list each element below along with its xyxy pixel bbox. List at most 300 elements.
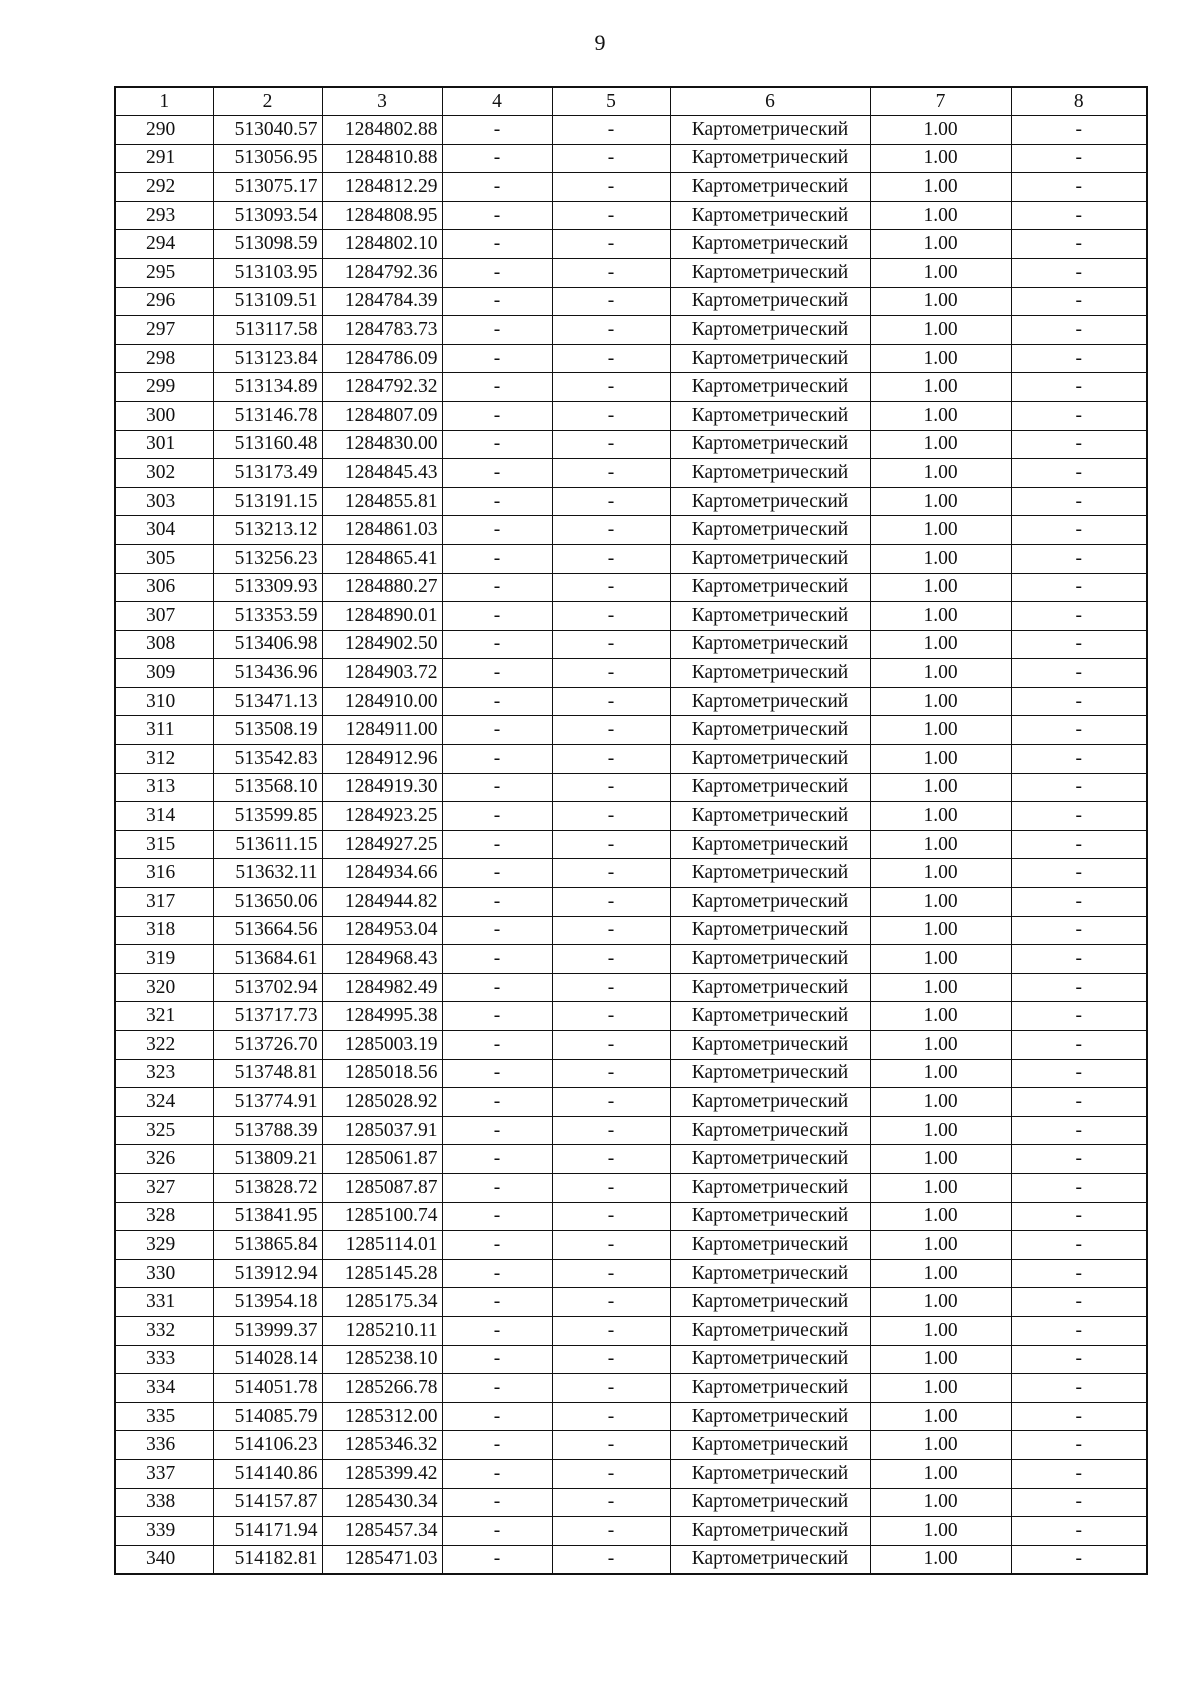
x-coordinate-cell: 513954.18 xyxy=(213,1288,322,1317)
column-8-value-cell: - xyxy=(1011,1402,1147,1431)
method-cell: Картометрический xyxy=(670,1288,870,1317)
table-row xyxy=(115,116,1147,145)
y-coordinate-cell: 1285037.91 xyxy=(322,1116,442,1145)
column-4-value-cell: - xyxy=(442,945,552,974)
column-4-value-cell: - xyxy=(442,659,552,688)
y-coordinate-cell: 1284923.25 xyxy=(322,802,442,831)
column-5-value-cell: - xyxy=(552,973,670,1002)
accuracy-cell: 1.00 xyxy=(870,1031,1011,1060)
accuracy-cell: 1.00 xyxy=(870,1316,1011,1345)
column-5-value-cell: - xyxy=(552,1173,670,1202)
accuracy-cell: 1.00 xyxy=(870,544,1011,573)
column-8-value-cell: - xyxy=(1011,544,1147,573)
table-row xyxy=(115,1345,1147,1374)
point-number-cell: 310 xyxy=(115,687,213,716)
x-coordinate-cell: 514140.86 xyxy=(213,1459,322,1488)
x-coordinate-cell: 513309.93 xyxy=(213,573,322,602)
point-number-cell: 329 xyxy=(115,1231,213,1260)
method-cell: Картометрический xyxy=(670,173,870,202)
table-row xyxy=(115,1517,1147,1546)
accuracy-cell: 1.00 xyxy=(870,1145,1011,1174)
column-4-value-cell: - xyxy=(442,401,552,430)
column-5-value-cell: - xyxy=(552,1345,670,1374)
y-coordinate-cell: 1284865.41 xyxy=(322,544,442,573)
method-cell: Картометрический xyxy=(670,258,870,287)
column-5-value-cell: - xyxy=(552,1374,670,1403)
column-4-value-cell: - xyxy=(442,1288,552,1317)
column-5-value-cell: - xyxy=(552,687,670,716)
point-number-cell: 308 xyxy=(115,630,213,659)
y-coordinate-cell: 1285003.19 xyxy=(322,1031,442,1060)
y-coordinate-cell: 1284982.49 xyxy=(322,973,442,1002)
accuracy-cell: 1.00 xyxy=(870,1402,1011,1431)
x-coordinate-cell: 513568.10 xyxy=(213,773,322,802)
column-8-value-cell: - xyxy=(1011,487,1147,516)
accuracy-cell: 1.00 xyxy=(870,1202,1011,1231)
column-8-value-cell: - xyxy=(1011,201,1147,230)
x-coordinate-cell: 513146.78 xyxy=(213,401,322,430)
x-coordinate-cell: 513611.15 xyxy=(213,830,322,859)
x-coordinate-cell: 514182.81 xyxy=(213,1545,322,1574)
accuracy-cell: 1.00 xyxy=(870,745,1011,774)
x-coordinate-cell: 513075.17 xyxy=(213,173,322,202)
column-8-value-cell: - xyxy=(1011,659,1147,688)
point-number-cell: 338 xyxy=(115,1488,213,1517)
accuracy-cell: 1.00 xyxy=(870,401,1011,430)
table-row xyxy=(115,173,1147,202)
accuracy-cell: 1.00 xyxy=(870,945,1011,974)
y-coordinate-cell: 1284934.66 xyxy=(322,859,442,888)
table-row xyxy=(115,602,1147,631)
column-8-value-cell: - xyxy=(1011,1059,1147,1088)
column-5-value-cell: - xyxy=(552,573,670,602)
column-8-value-cell: - xyxy=(1011,602,1147,631)
y-coordinate-cell: 1284845.43 xyxy=(322,459,442,488)
point-number-cell: 318 xyxy=(115,916,213,945)
y-coordinate-cell: 1285210.11 xyxy=(322,1316,442,1345)
method-cell: Картометрический xyxy=(670,1488,870,1517)
column-5-value-cell: - xyxy=(552,659,670,688)
table-row xyxy=(115,287,1147,316)
column-8-value-cell: - xyxy=(1011,401,1147,430)
accuracy-cell: 1.00 xyxy=(870,687,1011,716)
y-coordinate-cell: 1284830.00 xyxy=(322,430,442,459)
column-8-value-cell: - xyxy=(1011,716,1147,745)
column-5-value-cell: - xyxy=(552,116,670,145)
column-4-value-cell: - xyxy=(442,1031,552,1060)
table-row xyxy=(115,1031,1147,1060)
column-5-value-cell: - xyxy=(552,201,670,230)
table-row xyxy=(115,716,1147,745)
point-number-cell: 312 xyxy=(115,745,213,774)
table-row xyxy=(115,1088,1147,1117)
column-5-value-cell: - xyxy=(552,287,670,316)
column-8-value-cell: - xyxy=(1011,630,1147,659)
point-number-cell: 323 xyxy=(115,1059,213,1088)
column-8-value-cell: - xyxy=(1011,745,1147,774)
method-cell: Картометрический xyxy=(670,316,870,345)
y-coordinate-cell: 1284953.04 xyxy=(322,916,442,945)
point-number-cell: 340 xyxy=(115,1545,213,1574)
y-coordinate-cell: 1285061.87 xyxy=(322,1145,442,1174)
column-8-value-cell: - xyxy=(1011,430,1147,459)
column-5-value-cell: - xyxy=(552,630,670,659)
column-5-value-cell: - xyxy=(552,1288,670,1317)
point-number-cell: 307 xyxy=(115,602,213,631)
method-cell: Картометрический xyxy=(670,802,870,831)
point-number-cell: 295 xyxy=(115,258,213,287)
column-5-value-cell: - xyxy=(552,1488,670,1517)
method-cell: Картометрический xyxy=(670,344,870,373)
x-coordinate-cell: 513650.06 xyxy=(213,888,322,917)
column-8-value-cell: - xyxy=(1011,258,1147,287)
column-5-value-cell: - xyxy=(552,258,670,287)
accuracy-cell: 1.00 xyxy=(870,1459,1011,1488)
accuracy-cell: 1.00 xyxy=(870,1431,1011,1460)
x-coordinate-cell: 514051.78 xyxy=(213,1374,322,1403)
column-4-value-cell: - xyxy=(442,230,552,259)
table-row xyxy=(115,630,1147,659)
column-4-value-cell: - xyxy=(442,1145,552,1174)
column-4-value-cell: - xyxy=(442,716,552,745)
method-cell: Картометрический xyxy=(670,602,870,631)
column-8-value-cell: - xyxy=(1011,173,1147,202)
column-5-value-cell: - xyxy=(552,945,670,974)
x-coordinate-cell: 513999.37 xyxy=(213,1316,322,1345)
column-header: 3 xyxy=(322,87,442,116)
accuracy-cell: 1.00 xyxy=(870,1116,1011,1145)
point-number-cell: 324 xyxy=(115,1088,213,1117)
x-coordinate-cell: 514028.14 xyxy=(213,1345,322,1374)
column-4-value-cell: - xyxy=(442,373,552,402)
x-coordinate-cell: 513748.81 xyxy=(213,1059,322,1088)
y-coordinate-cell: 1285028.92 xyxy=(322,1088,442,1117)
column-4-value-cell: - xyxy=(442,1002,552,1031)
column-5-value-cell: - xyxy=(552,430,670,459)
method-cell: Картометрический xyxy=(670,973,870,1002)
point-number-cell: 315 xyxy=(115,830,213,859)
point-number-cell: 305 xyxy=(115,544,213,573)
column-8-value-cell: - xyxy=(1011,802,1147,831)
table-row xyxy=(115,1145,1147,1174)
accuracy-cell: 1.00 xyxy=(870,287,1011,316)
x-coordinate-cell: 513256.23 xyxy=(213,544,322,573)
column-8-value-cell: - xyxy=(1011,1002,1147,1031)
column-5-value-cell: - xyxy=(552,888,670,917)
accuracy-cell: 1.00 xyxy=(870,1545,1011,1574)
x-coordinate-cell: 513406.98 xyxy=(213,630,322,659)
x-coordinate-cell: 514106.23 xyxy=(213,1431,322,1460)
column-4-value-cell: - xyxy=(442,1517,552,1546)
column-5-value-cell: - xyxy=(552,1002,670,1031)
x-coordinate-cell: 513865.84 xyxy=(213,1231,322,1260)
column-4-value-cell: - xyxy=(442,516,552,545)
table-row xyxy=(115,1059,1147,1088)
column-5-value-cell: - xyxy=(552,373,670,402)
point-number-cell: 296 xyxy=(115,287,213,316)
x-coordinate-cell: 513599.85 xyxy=(213,802,322,831)
y-coordinate-cell: 1284927.25 xyxy=(322,830,442,859)
point-number-cell: 317 xyxy=(115,888,213,917)
y-coordinate-cell: 1284807.09 xyxy=(322,401,442,430)
point-number-cell: 314 xyxy=(115,802,213,831)
column-8-value-cell: - xyxy=(1011,1345,1147,1374)
column-5-value-cell: - xyxy=(552,1116,670,1145)
accuracy-cell: 1.00 xyxy=(870,573,1011,602)
accuracy-cell: 1.00 xyxy=(870,316,1011,345)
point-number-cell: 311 xyxy=(115,716,213,745)
method-cell: Картометрический xyxy=(670,1088,870,1117)
accuracy-cell: 1.00 xyxy=(870,1173,1011,1202)
y-coordinate-cell: 1285145.28 xyxy=(322,1259,442,1288)
column-5-value-cell: - xyxy=(552,1231,670,1260)
column-8-value-cell: - xyxy=(1011,687,1147,716)
method-cell: Картометрический xyxy=(670,888,870,917)
column-4-value-cell: - xyxy=(442,1374,552,1403)
x-coordinate-cell: 513040.57 xyxy=(213,116,322,145)
accuracy-cell: 1.00 xyxy=(870,116,1011,145)
point-number-cell: 304 xyxy=(115,516,213,545)
column-4-value-cell: - xyxy=(442,687,552,716)
column-header: 6 xyxy=(670,87,870,116)
column-5-value-cell: - xyxy=(552,802,670,831)
accuracy-cell: 1.00 xyxy=(870,1374,1011,1403)
point-number-cell: 328 xyxy=(115,1202,213,1231)
column-header: 7 xyxy=(870,87,1011,116)
column-8-value-cell: - xyxy=(1011,973,1147,1002)
column-8-value-cell: - xyxy=(1011,830,1147,859)
table-row xyxy=(115,1116,1147,1145)
column-8-value-cell: - xyxy=(1011,1517,1147,1546)
x-coordinate-cell: 514085.79 xyxy=(213,1402,322,1431)
point-number-cell: 294 xyxy=(115,230,213,259)
x-coordinate-cell: 513542.83 xyxy=(213,745,322,774)
x-coordinate-cell: 513056.95 xyxy=(213,144,322,173)
accuracy-cell: 1.00 xyxy=(870,1059,1011,1088)
point-number-cell: 309 xyxy=(115,659,213,688)
accuracy-cell: 1.00 xyxy=(870,1345,1011,1374)
column-5-value-cell: - xyxy=(552,1259,670,1288)
y-coordinate-cell: 1284861.03 xyxy=(322,516,442,545)
column-4-value-cell: - xyxy=(442,1545,552,1574)
x-coordinate-cell: 513436.96 xyxy=(213,659,322,688)
column-8-value-cell: - xyxy=(1011,344,1147,373)
method-cell: Картометрический xyxy=(670,1031,870,1060)
y-coordinate-cell: 1285238.10 xyxy=(322,1345,442,1374)
table-body xyxy=(115,116,1147,1575)
x-coordinate-cell: 513788.39 xyxy=(213,1116,322,1145)
column-header: 5 xyxy=(552,87,670,116)
method-cell: Картометрический xyxy=(670,544,870,573)
table-row xyxy=(115,1488,1147,1517)
method-cell: Картометрический xyxy=(670,1002,870,1031)
column-8-value-cell: - xyxy=(1011,1374,1147,1403)
accuracy-cell: 1.00 xyxy=(870,1259,1011,1288)
column-5-value-cell: - xyxy=(552,1431,670,1460)
table-row xyxy=(115,859,1147,888)
column-4-value-cell: - xyxy=(442,544,552,573)
column-8-value-cell: - xyxy=(1011,516,1147,545)
x-coordinate-cell: 513353.59 xyxy=(213,602,322,631)
column-8-value-cell: - xyxy=(1011,287,1147,316)
column-8-value-cell: - xyxy=(1011,1459,1147,1488)
column-4-value-cell: - xyxy=(442,316,552,345)
table-row xyxy=(115,258,1147,287)
column-8-value-cell: - xyxy=(1011,1231,1147,1260)
x-coordinate-cell: 513117.58 xyxy=(213,316,322,345)
column-5-value-cell: - xyxy=(552,144,670,173)
accuracy-cell: 1.00 xyxy=(870,716,1011,745)
column-8-value-cell: - xyxy=(1011,373,1147,402)
x-coordinate-cell: 513664.56 xyxy=(213,916,322,945)
table-row xyxy=(115,201,1147,230)
method-cell: Картометрический xyxy=(670,830,870,859)
table-row xyxy=(115,144,1147,173)
column-5-value-cell: - xyxy=(552,1031,670,1060)
table-row xyxy=(115,888,1147,917)
column-8-value-cell: - xyxy=(1011,573,1147,602)
point-number-cell: 302 xyxy=(115,459,213,488)
column-8-value-cell: - xyxy=(1011,1116,1147,1145)
column-4-value-cell: - xyxy=(442,1231,552,1260)
accuracy-cell: 1.00 xyxy=(870,258,1011,287)
column-4-value-cell: - xyxy=(442,1459,552,1488)
method-cell: Картометрический xyxy=(670,430,870,459)
column-8-value-cell: - xyxy=(1011,316,1147,345)
point-number-cell: 316 xyxy=(115,859,213,888)
y-coordinate-cell: 1285087.87 xyxy=(322,1173,442,1202)
column-8-value-cell: - xyxy=(1011,1031,1147,1060)
x-coordinate-cell: 513213.12 xyxy=(213,516,322,545)
method-cell: Картометрический xyxy=(670,1259,870,1288)
column-8-value-cell: - xyxy=(1011,945,1147,974)
accuracy-cell: 1.00 xyxy=(870,144,1011,173)
x-coordinate-cell: 513774.91 xyxy=(213,1088,322,1117)
column-5-value-cell: - xyxy=(552,344,670,373)
y-coordinate-cell: 1285430.34 xyxy=(322,1488,442,1517)
column-4-value-cell: - xyxy=(442,888,552,917)
accuracy-cell: 1.00 xyxy=(870,888,1011,917)
y-coordinate-cell: 1285457.34 xyxy=(322,1517,442,1546)
x-coordinate-cell: 513702.94 xyxy=(213,973,322,1002)
x-coordinate-cell: 513841.95 xyxy=(213,1202,322,1231)
column-4-value-cell: - xyxy=(442,116,552,145)
point-number-cell: 335 xyxy=(115,1402,213,1431)
x-coordinate-cell: 513632.11 xyxy=(213,859,322,888)
table-row xyxy=(115,1402,1147,1431)
method-cell: Картометрический xyxy=(670,1345,870,1374)
method-cell: Картометрический xyxy=(670,687,870,716)
column-4-value-cell: - xyxy=(442,1402,552,1431)
method-cell: Картометрический xyxy=(670,859,870,888)
column-5-value-cell: - xyxy=(552,859,670,888)
accuracy-cell: 1.00 xyxy=(870,430,1011,459)
method-cell: Картометрический xyxy=(670,745,870,774)
column-4-value-cell: - xyxy=(442,602,552,631)
table-row xyxy=(115,1202,1147,1231)
method-cell: Картометрический xyxy=(670,773,870,802)
y-coordinate-cell: 1285018.56 xyxy=(322,1059,442,1088)
method-cell: Картометрический xyxy=(670,201,870,230)
point-number-cell: 339 xyxy=(115,1517,213,1546)
accuracy-cell: 1.00 xyxy=(870,802,1011,831)
table-row xyxy=(115,773,1147,802)
table-row xyxy=(115,745,1147,774)
method-cell: Картометрический xyxy=(670,1517,870,1546)
column-4-value-cell: - xyxy=(442,1202,552,1231)
x-coordinate-cell: 513809.21 xyxy=(213,1145,322,1174)
y-coordinate-cell: 1284783.73 xyxy=(322,316,442,345)
method-cell: Картометрический xyxy=(670,1145,870,1174)
y-coordinate-cell: 1284855.81 xyxy=(322,487,442,516)
point-number-cell: 333 xyxy=(115,1345,213,1374)
column-5-value-cell: - xyxy=(552,316,670,345)
point-number-cell: 293 xyxy=(115,201,213,230)
x-coordinate-cell: 513109.51 xyxy=(213,287,322,316)
table-row xyxy=(115,544,1147,573)
column-header: 2 xyxy=(213,87,322,116)
table-header-row xyxy=(115,87,1147,116)
column-8-value-cell: - xyxy=(1011,1088,1147,1117)
table-row xyxy=(115,659,1147,688)
accuracy-cell: 1.00 xyxy=(870,659,1011,688)
x-coordinate-cell: 513912.94 xyxy=(213,1259,322,1288)
column-5-value-cell: - xyxy=(552,1145,670,1174)
table-row xyxy=(115,401,1147,430)
column-4-value-cell: - xyxy=(442,1345,552,1374)
column-5-value-cell: - xyxy=(552,1088,670,1117)
column-8-value-cell: - xyxy=(1011,1431,1147,1460)
method-cell: Картометрический xyxy=(670,1316,870,1345)
column-4-value-cell: - xyxy=(442,459,552,488)
table-row xyxy=(115,230,1147,259)
method-cell: Картометрический xyxy=(670,1116,870,1145)
point-number-cell: 299 xyxy=(115,373,213,402)
table-row xyxy=(115,1288,1147,1317)
method-cell: Картометрический xyxy=(670,1459,870,1488)
y-coordinate-cell: 1284880.27 xyxy=(322,573,442,602)
column-4-value-cell: - xyxy=(442,573,552,602)
y-coordinate-cell: 1284784.39 xyxy=(322,287,442,316)
accuracy-cell: 1.00 xyxy=(870,1231,1011,1260)
y-coordinate-cell: 1284792.36 xyxy=(322,258,442,287)
table-row xyxy=(115,1259,1147,1288)
point-number-cell: 322 xyxy=(115,1031,213,1060)
x-coordinate-cell: 513828.72 xyxy=(213,1173,322,1202)
column-header: 1 xyxy=(115,87,213,116)
x-coordinate-cell: 513471.13 xyxy=(213,687,322,716)
column-4-value-cell: - xyxy=(442,830,552,859)
accuracy-cell: 1.00 xyxy=(870,916,1011,945)
method-cell: Картометрический xyxy=(670,1402,870,1431)
y-coordinate-cell: 1284812.29 xyxy=(322,173,442,202)
accuracy-cell: 1.00 xyxy=(870,859,1011,888)
method-cell: Картометрический xyxy=(670,1173,870,1202)
x-coordinate-cell: 513508.19 xyxy=(213,716,322,745)
y-coordinate-cell: 1285471.03 xyxy=(322,1545,442,1574)
table-row xyxy=(115,1374,1147,1403)
point-number-cell: 290 xyxy=(115,116,213,145)
column-5-value-cell: - xyxy=(552,716,670,745)
column-5-value-cell: - xyxy=(552,745,670,774)
column-5-value-cell: - xyxy=(552,516,670,545)
table-row xyxy=(115,1459,1147,1488)
method-cell: Картометрический xyxy=(670,401,870,430)
column-4-value-cell: - xyxy=(442,430,552,459)
method-cell: Картометрический xyxy=(670,945,870,974)
table-row xyxy=(115,973,1147,1002)
accuracy-cell: 1.00 xyxy=(870,1088,1011,1117)
